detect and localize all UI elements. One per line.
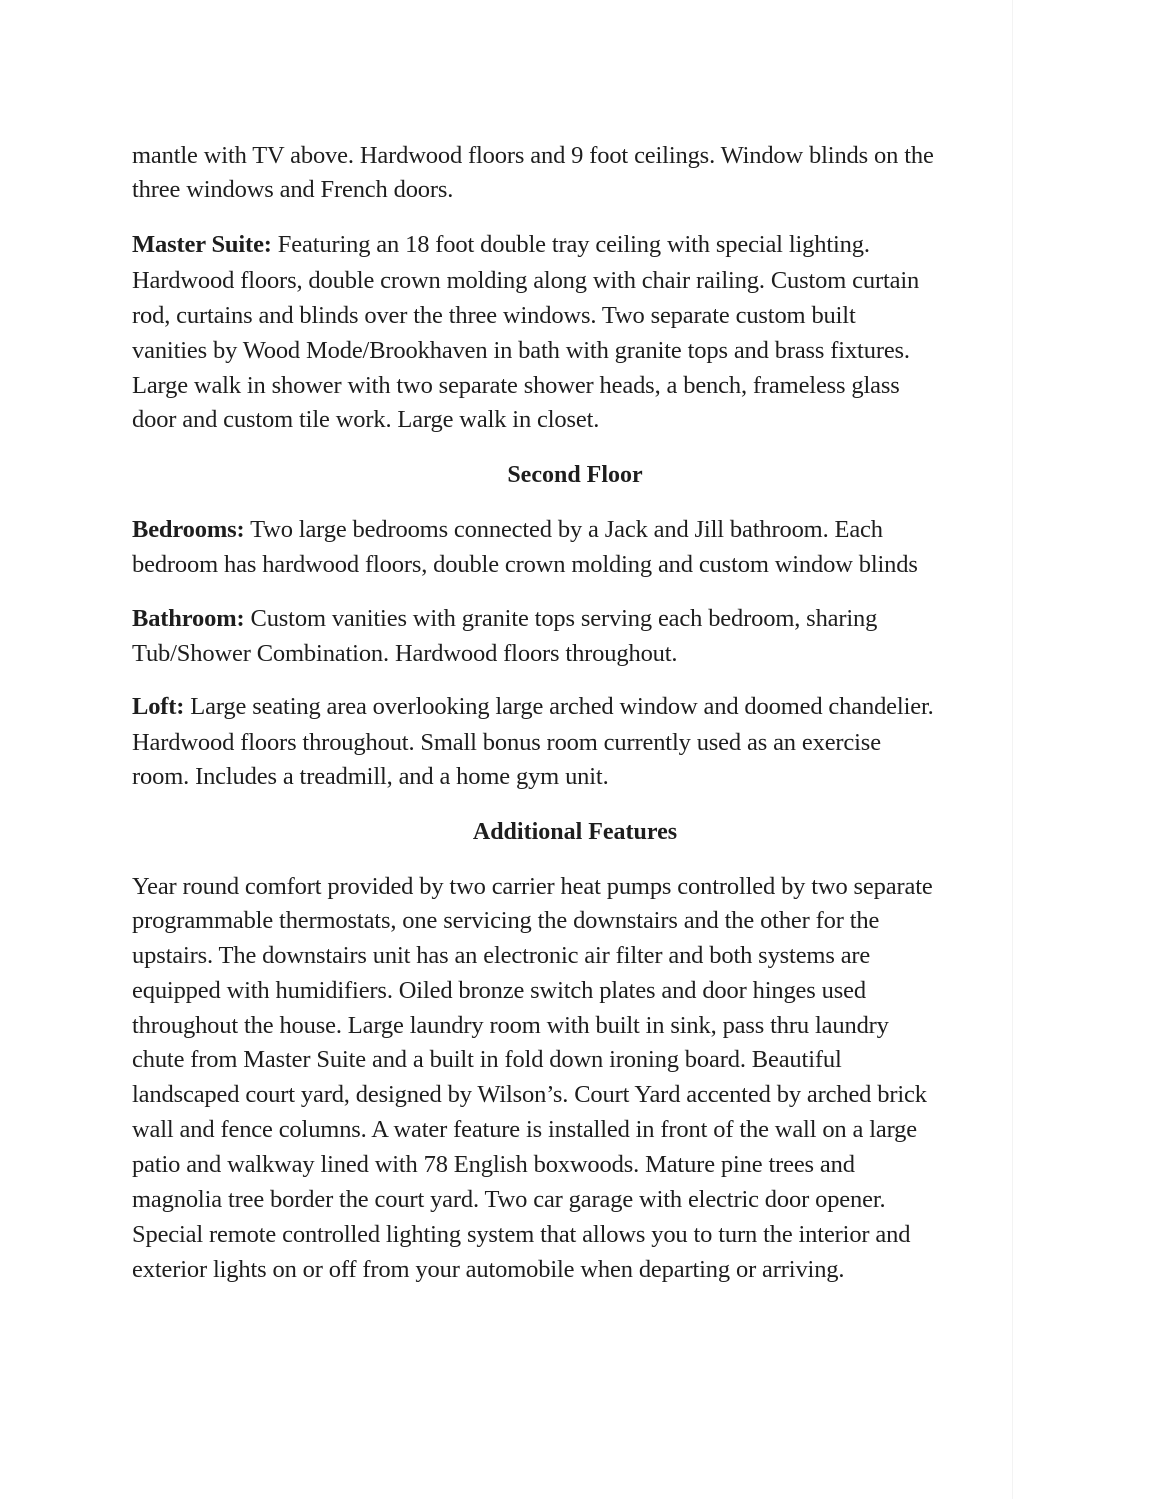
paragraph-line — [132, 230, 870, 260]
master-suite-label: Master Suite: — [132, 231, 272, 258]
paragraph-line: magnolia tree border the court yard. Two car garage with electric door opener. — [132, 1186, 886, 1213]
paragraph-text: Custom vanities with granite tops serving each bedroom, sharing — [244, 605, 878, 632]
paragraph-line: three windows and French doors. — [132, 176, 454, 203]
paragraph-line: equipped with humidifiers. Oiled bronze switch plates and door hinges used — [132, 977, 866, 1004]
paragraph-line: exterior lights on or off from your automobile when departing or arriving. — [132, 1256, 845, 1283]
paragraph-line: Hardwood floors, double crown molding along with chair railing. Custom curtain — [132, 267, 920, 294]
bathroom-label: Bathroom: — [132, 605, 245, 632]
paragraph-line: door and custom tile work. Large walk in closet. — [132, 406, 600, 433]
paragraph-line: Special remote controlled lighting system that allows you to turn the interior and — [132, 1221, 911, 1248]
section-heading-second-floor: Second Floor — [507, 462, 643, 488]
paragraph-line: mantle with TV above. Hardwood floors and 9 foot ceilings. Window blinds on the — [132, 142, 934, 169]
paragraph-text: Two large bedrooms connected by a Jack and Jill bathroom. Each — [244, 516, 883, 543]
paragraph-line: chute from Master Suite and a built in fold down ironing board. Beautiful — [132, 1046, 842, 1073]
paragraph-line: Tub/Shower Combination. Hardwood floors throughout. — [132, 640, 678, 667]
paragraph-text: Large seating area overlooking large arched window and doomed chandelier. — [184, 693, 934, 720]
paragraph-line: landscaped court yard, designed by Wilson’s. Court Yard accented by arched brick — [132, 1081, 927, 1108]
paragraph-line: upstairs. The downstairs unit has an electronic air filter and both systems are — [132, 942, 871, 969]
paragraph-text: Featuring an 18 foot double tray ceiling with special lighting. — [271, 231, 870, 258]
loft-label: Loft: — [132, 693, 185, 720]
paragraph-line — [132, 604, 877, 634]
paragraph-line: throughout the house. Large laundry room with built in sink, pass thru laundry — [132, 1012, 889, 1039]
paragraph-line: wall and fence columns. A water feature is installed in front of the wall on a large — [132, 1116, 917, 1143]
paragraph-line: room. Includes a treadmill, and a home gym unit. — [132, 763, 609, 790]
paragraph-line: Year round comfort provided by two carrier heat pumps controlled by two separate — [132, 873, 933, 900]
section-heading-additional-features: Additional Features — [472, 819, 678, 845]
paragraph-line: patio and walkway lined with 78 English boxwoods. Mature pine trees and — [132, 1151, 855, 1178]
paragraph-line: Hardwood floors throughout. Small bonus room currently used as an exercise — [132, 729, 881, 756]
paragraph-line: Large walk in shower with two separate shower heads, a bench, frameless glass — [132, 372, 900, 399]
paragraph-line: vanities by Wood Mode/Brookhaven in bath with granite tops and brass fixtures. — [132, 337, 910, 364]
bedrooms-label: Bedrooms: — [132, 516, 245, 543]
paragraph-line: programmable thermostats, one servicing the downstairs and the other for the — [132, 907, 880, 934]
paragraph-line: bedroom has hardwood floors, double crown molding and custom window blinds — [132, 551, 918, 578]
paragraph-line: rod, curtains and blinds over the three windows. Two separate custom built — [132, 302, 856, 329]
paragraph-line — [132, 515, 883, 545]
scan-artifact-line — [1012, 0, 1013, 1499]
paragraph-line — [132, 692, 934, 722]
